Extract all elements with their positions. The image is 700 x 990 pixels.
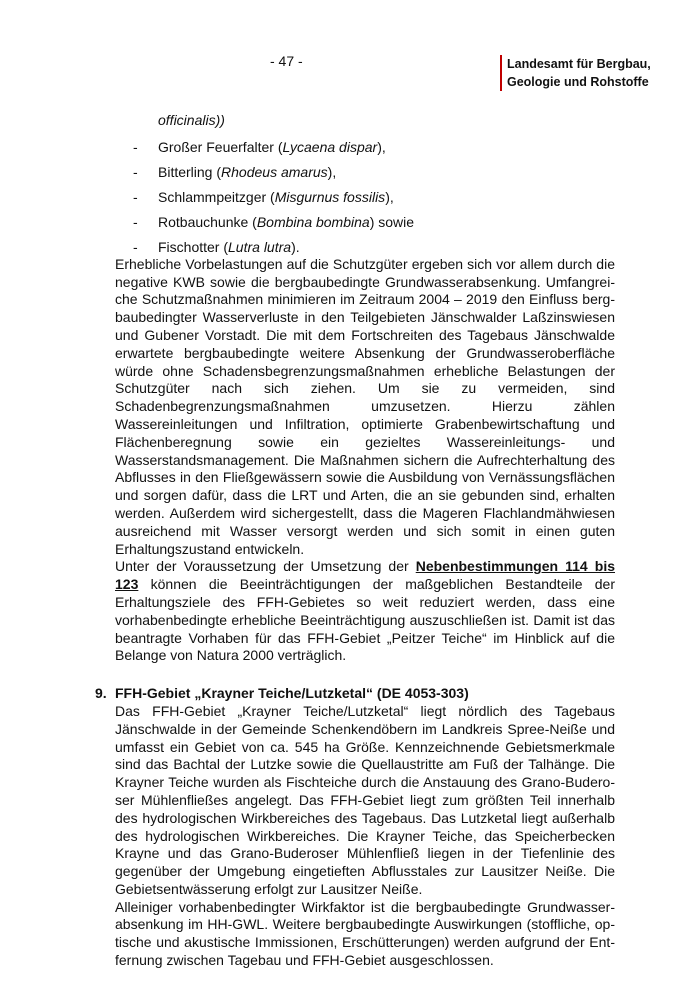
- species-list: [115, 138, 615, 256]
- section-number: 9.: [95, 685, 107, 702]
- authority-line-1: Landesamt für Bergbau,: [507, 57, 651, 71]
- section-title: FFH-Gebiet „Krayner Teiche/Lutzketal“ (DE 4053-303): [115, 685, 469, 702]
- nebenbestimmungen-reference: Nebenbestimmungen 114 bis 123: [115, 558, 615, 593]
- paragraph-conclusion: Unter der Voraussetzung der Umsetzung der Nebenbestimmungen 114 bis 123 können die Beeinträchtigungen der maßgeblichen Bestandteile der Erhaltungsziele des FFH-Gebietes so weit reduziert werden, dass eine vorhabenbedingte erhebliche Beeinträchtigung auszuschließen ist. Damit ist das beantragte Vorhaben für das FFH-Gebiet „Peitzer Teiche“ im Hinblick auf die Belange von Natura 2000 verträglich.: [115, 558, 615, 664]
- list-item: - Rotbauchunke (Bombina bombina) sowie: [133, 213, 415, 230]
- issuing-authority: [500, 55, 651, 91]
- authority-line-2: Geologie und Rohstoffe: [507, 75, 649, 89]
- list-item: - Bitterling (Rhodeus amarus),: [133, 163, 337, 180]
- section-heading: [95, 685, 615, 703]
- paragraph-impacts: Erhebliche Vorbelastungen auf die Schutzgüter ergeben sich vor allem durch die negative KWB sowie die bergbaubedingte Grundwasserabsenkung. Umfangreiche Schutzmaßnahmen minimieren im Zeitraum 2004 – 2019 den Einfluss bergbaubedingter Wasserverluste in den Teilgebieten Jänschwalder Laßzinswiesen und Gubener Vorstadt. Die mit dem Fortschreiten des Tagebaus Jänschwalde erwartete bergbaubedingte weitere Absenkung der Grundwasseroberfläche würde ohne Schadensbegrenzungsmaßnahmen erhebliche Belastungen der Schutzgüter nach sich ziehen. Um sie zu vermeiden, sind Schadenbegrenzungsmaßnahmen umzusetzen. Hierzu zählen Wassereinleitungen und Infiltration, optimierte Grabenbewirtschaftung und Flächenberegnung sowie ein gezieltes Wassereinleitungs- und Wasserstandsmanagement. Die Maßnahmen sichern die Aufrechterhaltung des Abflusses in den Fließgewässern sowie die Ausbildung von Vernässungsflächen und sorgen dafür, dass die LRT und Arten, die an sie gebunden sind, erhalten werden. Außerdem wird sichergestellt, dass die Mageren Flachlandmähwiesen ausreichend mit Wasser versorgt werden und sich somit in einen guten Erhaltungszustand entwickeln.: [115, 255, 615, 557]
- species-continuation: officinalis)): [158, 112, 225, 128]
- list-item: - Schlammpeitzger (Misgurnus fossilis),: [133, 188, 394, 205]
- document-body: [95, 112, 615, 970]
- list-item: - Fischotter (Lutra lutra).: [133, 238, 300, 255]
- section-paragraph-2: Alleiniger vorhabenbedingter Wirkfaktor ist die bergbaubedingte Grundwasserabsenkung im HH-GWL. Weitere bergbaubedingte Auswirkungen (stoffliche, optische und akustische Immissionen, Erschütterungen) werden aufgrund der Entfernung zwischen Tagebau und FFH-Gebiet ausgeschlossen.: [115, 898, 615, 969]
- list-item: - Großer Feuerfalter (Lycaena dispar),: [133, 138, 386, 155]
- page-number: - 47 -: [270, 53, 303, 69]
- section-paragraph-1: Das FFH-Gebiet „Krayner Teiche/Lutzketal“ liegt nördlich des Tagebaus Jänschwalde in der Gemeinde Schenkendöbern im Landkreis Spree-Neiße und umfasst ein Gebiet von ca. 545 ha Größe. Kennzeichnende Gebietsmerkmale sind das Bachtal der Lutzke sowie die Quellaustritte am Fuß der Talhänge. Die Krayner Teiche wurden als Fischteiche durch die Anstauung des Grano-Buderoser Mühlenfließes angelegt. Das FFH-Gebiet liegt zum größten Teil innerhalb des hydrologischen Wirkbereiches des Tagebaus. Das Lutzketal liegt außerhalb des hydrologischen Wirkbereiches. Die Krayner Teiche, das Speicherbecken Krayne und das Grano-Buderoser Mühlenfließ liegen in der Tiefenlinie des gegenüber der Umgebung eingetieften Abflusstales zur Lausitzer Neiße. Die Gebietsentwässerung erfolgt zur Lausitzer Neiße.: [115, 702, 615, 897]
